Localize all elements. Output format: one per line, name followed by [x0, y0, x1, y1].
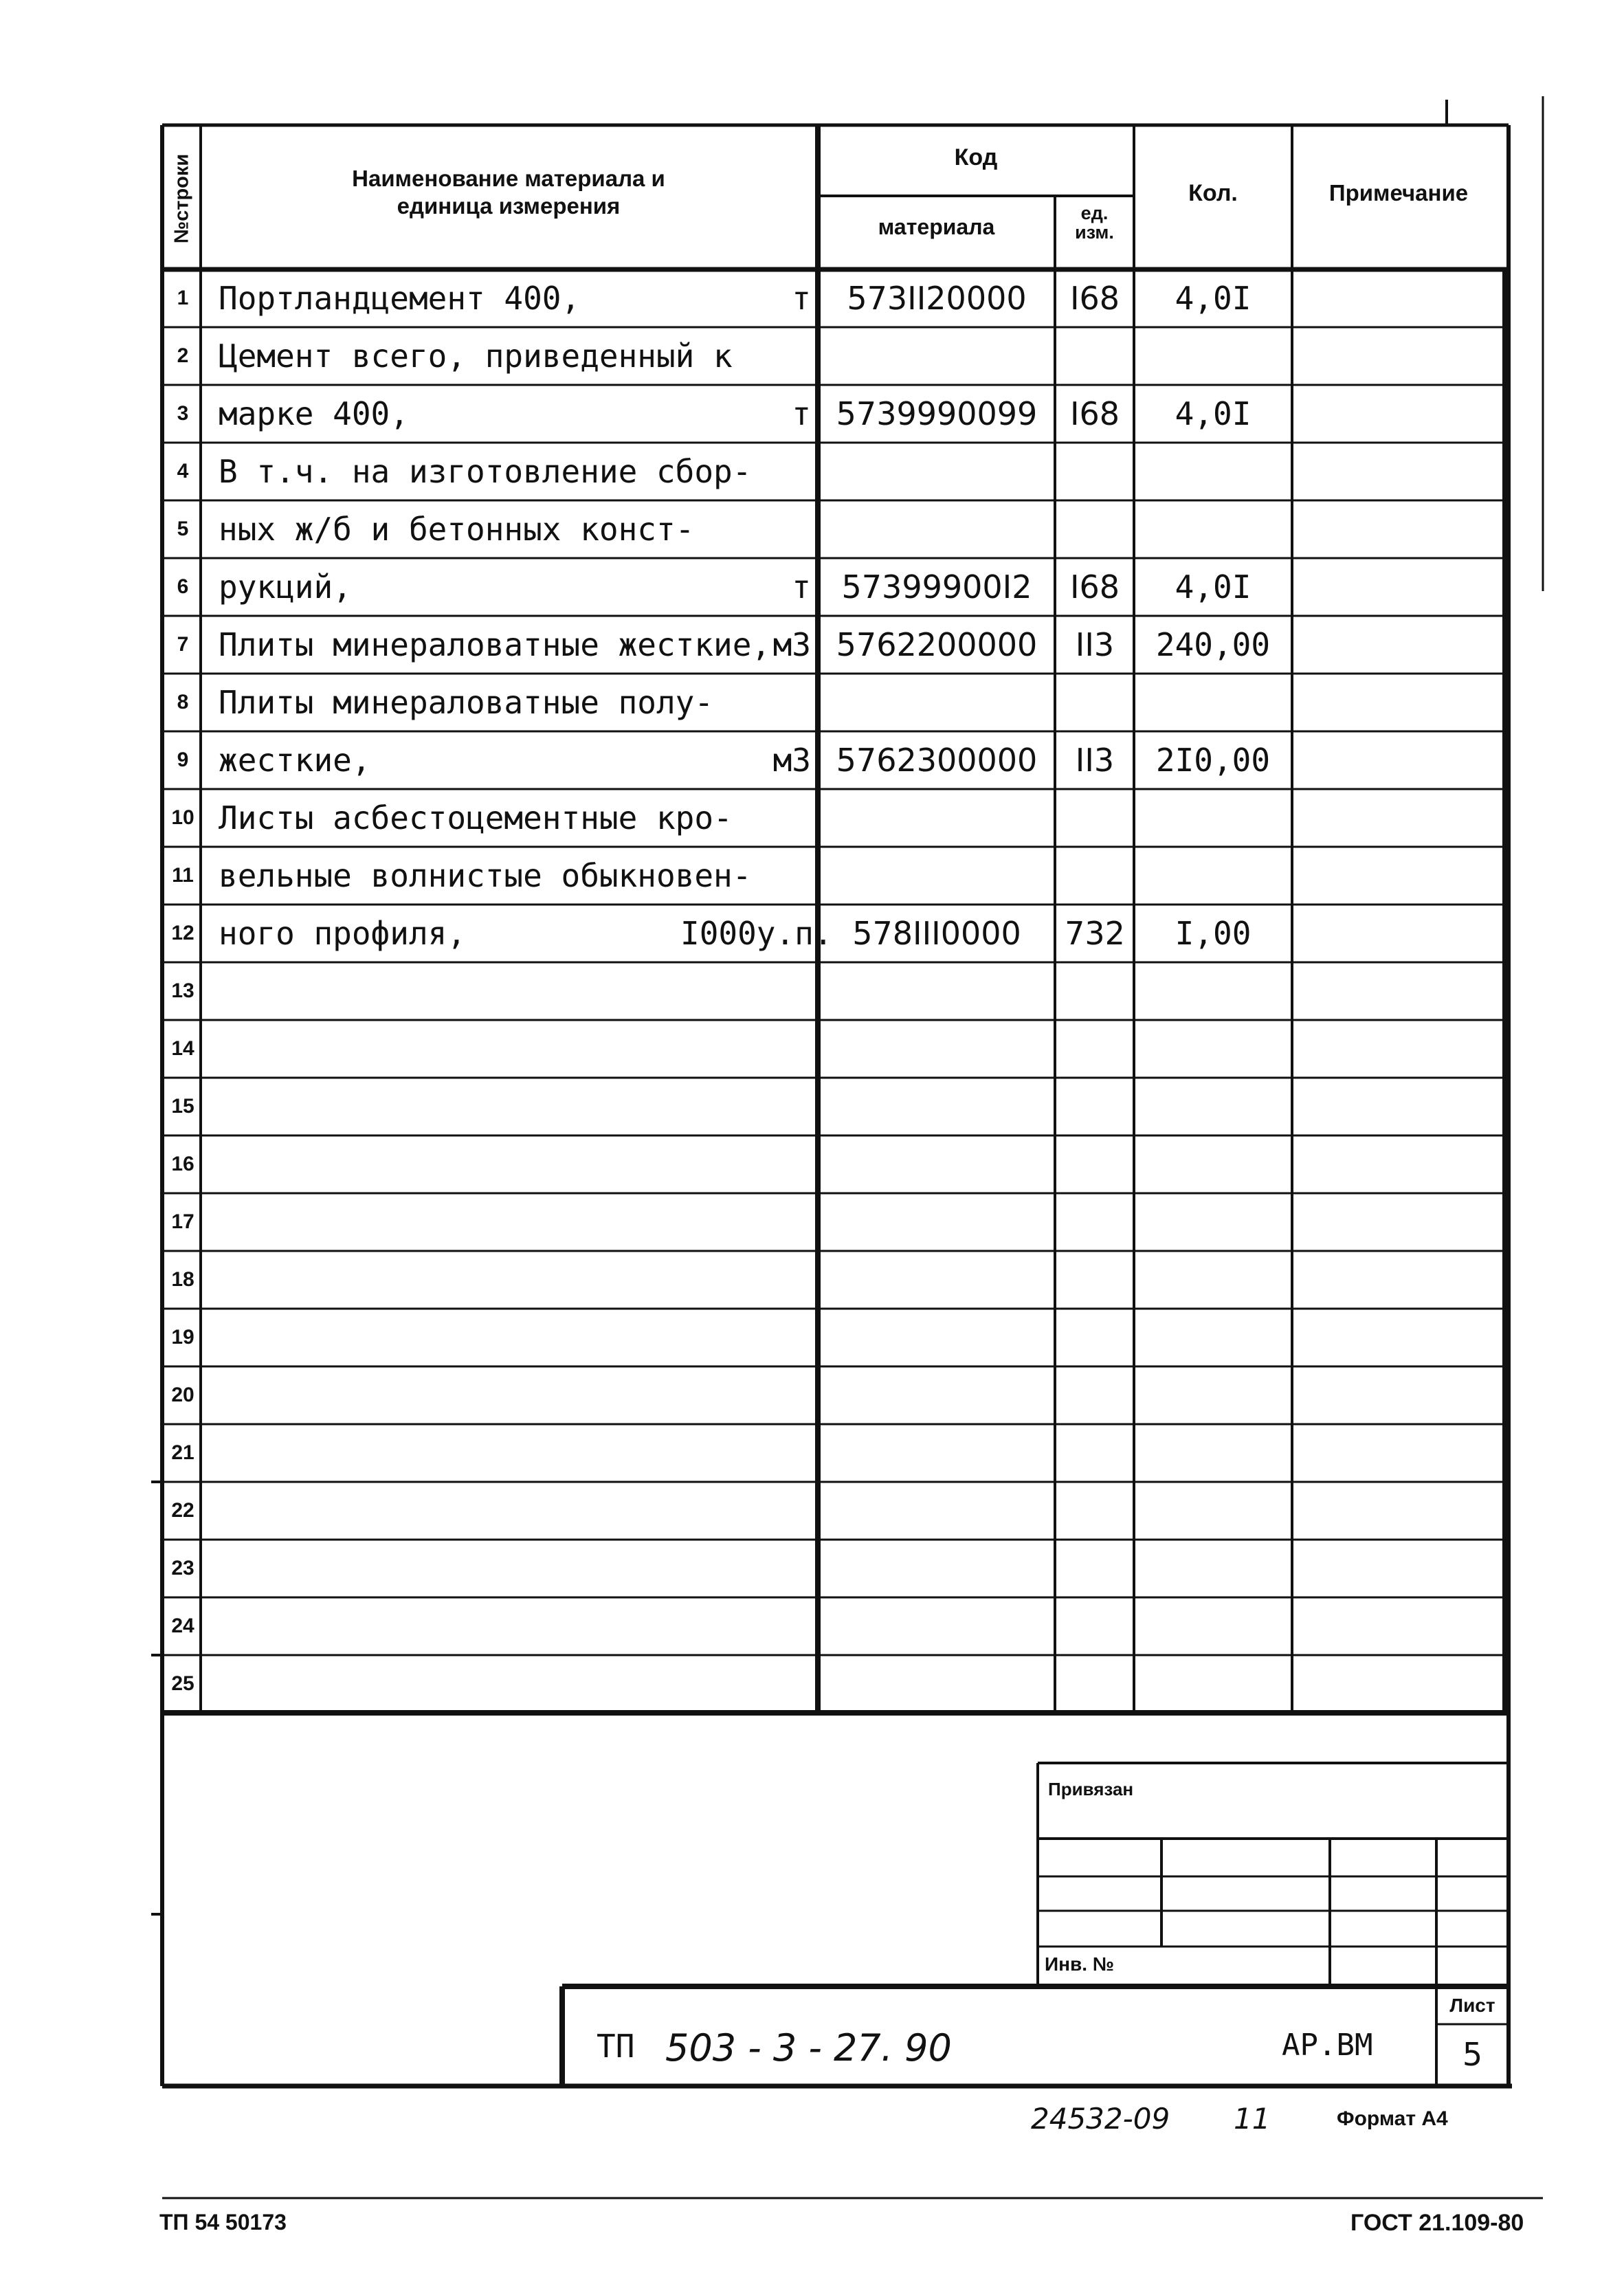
quantity	[1135, 1541, 1291, 1596]
measurement-unit	[680, 1599, 811, 1654]
measurement-unit: т	[792, 395, 811, 432]
quantity	[1135, 790, 1291, 845]
unit-code	[1056, 1310, 1133, 1365]
row-number: 6	[177, 575, 189, 598]
quantity	[1135, 1021, 1291, 1076]
measurement-unit	[680, 790, 811, 845]
material-name: Листы асбестоцементные кро-	[219, 799, 733, 836]
measurement-unit	[680, 848, 811, 903]
measurement-unit	[680, 1483, 811, 1538]
row-number: 12	[171, 922, 194, 944]
unit-code	[1056, 1483, 1133, 1538]
measurement-unit	[680, 444, 811, 499]
name-header-line2: единица измерения	[397, 193, 621, 219]
material-code	[819, 1310, 1054, 1365]
row-number: 17	[171, 1210, 194, 1233]
measurement-unit: I000у.п.	[680, 915, 833, 952]
material-code: 573II20000	[847, 280, 1027, 317]
row-number: 3	[177, 402, 189, 425]
unit-code: I68	[1069, 280, 1120, 317]
material-name: жесткие,	[219, 742, 371, 779]
quantity: 240,00	[1155, 626, 1271, 663]
material-name: марке 400,	[219, 395, 409, 432]
row-number: 5	[177, 518, 189, 540]
unit-code: II3	[1075, 626, 1115, 663]
quantity	[1135, 1483, 1291, 1538]
quantity	[1135, 1599, 1291, 1654]
unit-code	[1056, 329, 1133, 384]
quantity	[1135, 1079, 1291, 1134]
quantity: 4,0I	[1175, 568, 1252, 606]
material-code	[819, 1541, 1054, 1596]
name-column-header	[206, 165, 811, 220]
unit-code	[1056, 1368, 1133, 1423]
archive-number: 24532-09	[1031, 2102, 1170, 2136]
measurement-unit: т	[792, 568, 811, 606]
row-number: 10	[171, 806, 194, 829]
material-name: Плиты минераловатные жесткие,	[219, 626, 771, 663]
row-number: 9	[177, 749, 189, 771]
row-number: 19	[171, 1326, 194, 1349]
unit-code	[1056, 790, 1133, 845]
row-number: 24	[171, 1615, 194, 1637]
row-number: 1	[177, 287, 189, 309]
measurement-unit	[680, 1137, 811, 1192]
measurement-unit: м3	[772, 626, 811, 663]
material-name: Цемент всего, приведенный к	[219, 337, 733, 375]
unit-code	[1056, 1656, 1133, 1711]
unit-code: I68	[1069, 568, 1120, 606]
material-code: 578III0000	[852, 915, 1021, 952]
measurement-unit: т	[792, 280, 811, 317]
quantity	[1135, 675, 1291, 730]
unit-code	[1056, 1599, 1133, 1654]
unit-code	[1056, 444, 1133, 499]
quantity	[1135, 1656, 1291, 1711]
row-number: 16	[171, 1153, 194, 1175]
material-code	[819, 1368, 1054, 1423]
linked-label: Привязан	[1048, 1779, 1134, 1799]
row-number: 4	[177, 460, 189, 483]
material-name: Портландцемент 400,	[219, 280, 581, 317]
note-column-header: Примечание	[1328, 180, 1469, 206]
material-name: рукций,	[219, 568, 352, 606]
material-code	[819, 502, 1054, 557]
material-code	[819, 848, 1054, 903]
material-code	[819, 1021, 1054, 1076]
unit-code	[1056, 675, 1133, 730]
row-number: 2	[177, 344, 189, 367]
material-code: 5762300000	[836, 742, 1038, 779]
material-code	[819, 444, 1054, 499]
row-number: 23	[171, 1557, 194, 1579]
material-code	[819, 1656, 1054, 1711]
unit-code: 732	[1065, 915, 1125, 952]
document-prefix: ТП	[597, 2028, 635, 2065]
quantity: 2I0,00	[1155, 742, 1271, 779]
document-code: АР.ВМ	[1282, 2028, 1373, 2063]
format-label: Формат А4	[1337, 2107, 1448, 2130]
quantity	[1135, 1137, 1291, 1192]
unit-code	[1056, 502, 1133, 557]
material-code	[819, 1483, 1054, 1538]
measurement-unit	[680, 964, 811, 1019]
material-name: ного профиля,	[219, 915, 467, 952]
measurement-unit	[680, 1021, 811, 1076]
code-material-header: материала	[878, 214, 995, 239]
material-code	[819, 790, 1054, 845]
quantity	[1135, 329, 1291, 384]
unit-code	[1056, 964, 1133, 1019]
material-code	[819, 1195, 1054, 1250]
measurement-unit	[680, 1541, 811, 1596]
material-code	[819, 1079, 1054, 1134]
quantity	[1135, 848, 1291, 903]
code-unit-header-line2: изм.	[1075, 222, 1114, 243]
measurement-unit	[680, 1195, 811, 1250]
document-number: 503 - 3 - 27. 90	[665, 2026, 952, 2070]
quantity: I,00	[1175, 915, 1252, 952]
code-column-header: Код	[954, 144, 998, 170]
material-code	[819, 964, 1054, 1019]
qty-column-header: Кол.	[1188, 180, 1238, 206]
measurement-unit	[680, 1310, 811, 1365]
measurement-unit	[680, 502, 811, 557]
sheet-label: Лист	[1449, 1995, 1495, 2016]
unit-code	[1056, 1079, 1133, 1134]
row-number: 21	[171, 1441, 194, 1464]
measurement-unit	[680, 1656, 811, 1711]
row-number: 20	[171, 1384, 194, 1406]
measurement-unit: м3	[772, 742, 811, 779]
material-code: 5739990099	[836, 395, 1038, 432]
material-code	[819, 1252, 1054, 1307]
row-number: 15	[171, 1095, 194, 1118]
inventory-number-label: Инв. №	[1045, 1953, 1115, 1975]
footer-gost: ГОСТ 21.109-80	[1350, 2210, 1524, 2236]
material-code: 5762200000	[836, 626, 1038, 663]
quantity	[1135, 1426, 1291, 1481]
material-name: ных ж/б и бетонных конст-	[219, 511, 695, 548]
sheet-number: 5	[1462, 2036, 1483, 2073]
material-code	[819, 329, 1054, 384]
footer-left-code: ТП 54 50173	[159, 2210, 287, 2235]
material-code	[819, 1599, 1054, 1654]
row-number: 7	[177, 633, 189, 656]
quantity: 4,0I	[1175, 280, 1252, 317]
unit-code: I68	[1069, 395, 1120, 432]
measurement-unit	[680, 1079, 811, 1134]
quantity: 4,0I	[1175, 395, 1252, 432]
material-code	[819, 1426, 1054, 1481]
unit-code: II3	[1075, 742, 1115, 779]
material-name: В т.ч. на изготовление сбор-	[219, 453, 752, 490]
code-unit-header	[1055, 203, 1134, 242]
quantity	[1135, 1310, 1291, 1365]
row-number: 18	[171, 1268, 194, 1291]
row-number-header	[165, 131, 199, 267]
quantity	[1135, 444, 1291, 499]
unit-code	[1056, 1021, 1133, 1076]
row-number: 13	[171, 979, 194, 1002]
name-header-line1: Наименование материала и	[352, 166, 665, 191]
quantity	[1135, 502, 1291, 557]
measurement-unit	[680, 1426, 811, 1481]
quantity	[1135, 964, 1291, 1019]
unit-code	[1056, 1137, 1133, 1192]
row-number: 25	[171, 1672, 194, 1695]
unit-code	[1056, 1426, 1133, 1481]
measurement-unit	[680, 1368, 811, 1423]
row-number: 8	[177, 691, 189, 713]
measurement-unit	[680, 329, 811, 384]
unit-code	[1056, 848, 1133, 903]
material-code: 57399900I2	[841, 568, 1032, 606]
row-number: 11	[172, 864, 194, 887]
quantity	[1135, 1195, 1291, 1250]
material-code	[819, 675, 1054, 730]
quantity	[1135, 1368, 1291, 1423]
quantity	[1135, 1252, 1291, 1307]
unit-code	[1056, 1541, 1133, 1596]
row-number: 22	[171, 1499, 194, 1522]
unit-code	[1056, 1252, 1133, 1307]
unit-code	[1056, 1195, 1133, 1250]
measurement-unit	[680, 675, 811, 730]
code-unit-header-line1: ед.	[1080, 203, 1109, 223]
material-code	[819, 1137, 1054, 1192]
row-number: 14	[171, 1037, 194, 1060]
copy-number: 11	[1234, 2102, 1271, 2136]
measurement-unit	[680, 1252, 811, 1307]
row-number-header-text: №строки	[170, 153, 193, 244]
material-name: Плиты минераловатные полу-	[219, 684, 714, 721]
material-name: вельные волнистые обыкновен-	[219, 857, 752, 894]
